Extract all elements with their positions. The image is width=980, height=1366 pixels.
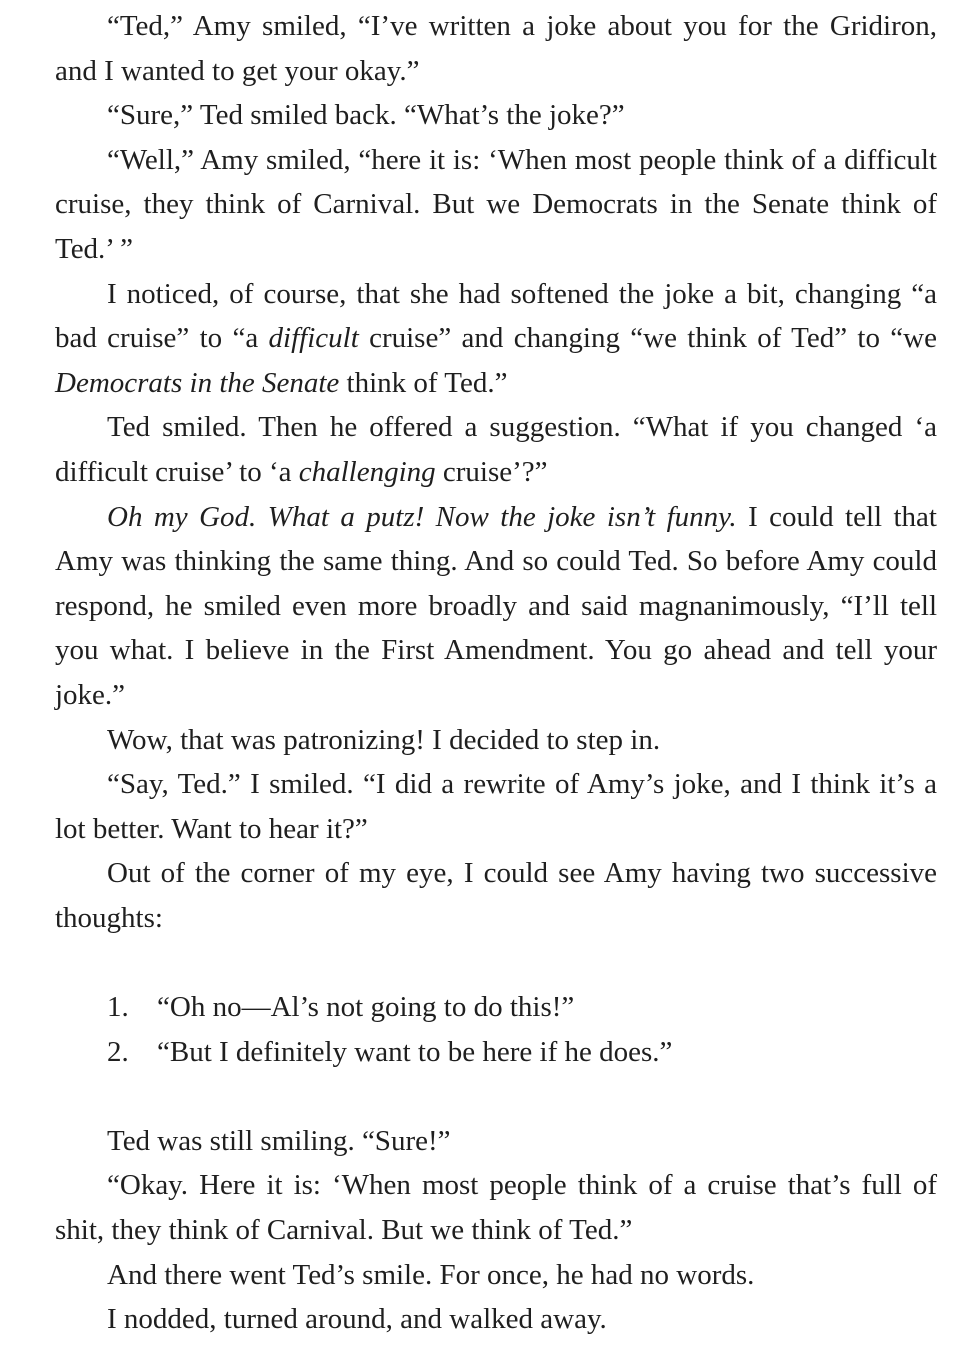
paragraph — [55, 405, 937, 494]
list-text: “But I definitely want to be here if he does.” — [157, 1035, 673, 1068]
list-item — [107, 1030, 937, 1075]
italic-text: Democrats in the Senate — [55, 366, 340, 399]
paragraph — [55, 1253, 937, 1298]
paragraph — [55, 4, 937, 93]
numbered-list — [107, 985, 937, 1074]
text-run: Out of the corner of my eye, I could see Amy having two successive thoughts: — [55, 857, 937, 934]
text-run: “Ted,” Amy smiled, “I’ve written a joke about you for the Gridiron, and I wanted to get your okay.” — [55, 10, 937, 87]
text-run: Wow, that was patronizing! I decided to step in. — [107, 723, 661, 756]
list-number: 1. — [107, 991, 129, 1024]
paragraph — [55, 495, 937, 718]
text-run: I could tell that Amy was thinking the same thing. And so could Ted. So before Amy could respond, he smiled even more broadly and said magnanimously, “I’ll tell you what. I believe in the First Amendment. You go ahead and tell your joke.” — [55, 500, 937, 711]
text-run: “Say, Ted.” I smiled. “I did a rewrite of Amy’s joke, and I think it’s a lot better. Want to hear it?” — [55, 768, 937, 845]
paragraph — [55, 1163, 937, 1252]
paragraph — [55, 1119, 937, 1164]
text-run: “Sure,” Ted smiled back. “What’s the joke?” — [107, 99, 625, 132]
italic-text: Oh my God. What a putz! Now the joke isn’t funny. — [107, 500, 737, 533]
paragraph — [55, 138, 937, 272]
paragraph — [55, 272, 937, 406]
italic-text: challenging — [298, 455, 436, 488]
paragraph — [55, 851, 937, 940]
text-run: cruise” and changing “we think of Ted” to “we — [358, 322, 937, 355]
text-run: I nodded, turned around, and walked away. — [107, 1303, 607, 1336]
text-run: think of Ted.” — [339, 366, 508, 399]
list-item — [107, 985, 937, 1030]
text-run: And there went Ted’s smile. For once, he had no words. — [107, 1258, 755, 1291]
paragraph — [55, 718, 937, 763]
text-run: “Okay. Here it is: ‘When most people think of a cruise that’s full of shit, they think of Carnival. But we think of Ted.” — [55, 1169, 937, 1247]
text-run: Ted was still smiling. “Sure!” — [107, 1124, 451, 1157]
italic-text: difficult — [268, 322, 359, 355]
list-text: “Oh no—Al’s not going to do this!” — [157, 991, 575, 1024]
list-number: 2. — [107, 1035, 129, 1068]
text-run: cruise’?” — [435, 455, 548, 488]
text-run: “Well,” Amy smiled, “here it is: ‘When most people think of a difficult cruise, they think of Carnival. But we Democrats in the Senate think of Ted.’ ” — [55, 143, 937, 265]
text-run: Ted smiled. Then he offered a suggestion. “What if you changed ‘a difficult cruise’ to ‘a — [55, 411, 937, 488]
paragraphs-before — [55, 4, 937, 940]
paragraph — [55, 93, 937, 138]
paragraphs-after — [55, 1119, 937, 1342]
text-run: I noticed, of course, that she had softened the joke a bit, changing “a bad cruise” to “a — [55, 277, 937, 355]
paragraph — [55, 1297, 937, 1342]
paragraph — [55, 762, 937, 851]
book-page — [55, 4, 937, 1342]
